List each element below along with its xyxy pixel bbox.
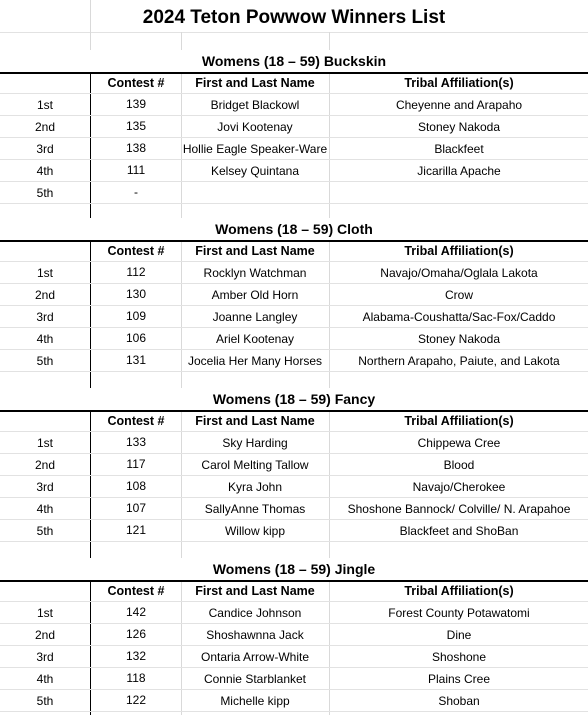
contest-cell: 139 (125, 97, 147, 111)
name-cell: Candice Johnson (208, 606, 302, 620)
gridline (0, 453, 588, 454)
name-cell: Jocelia Her Many Horses (187, 354, 323, 368)
gridline (0, 519, 588, 520)
contest-cell: 142 (125, 605, 147, 619)
tribe-cell: Navajo/Omaha/Oglala Lakota (380, 266, 538, 280)
section-border (0, 240, 588, 242)
header-tribe: Tribal Affiliation(s) (404, 584, 514, 598)
tribe-cell: Shoshone (431, 650, 487, 664)
contest-cell: 108 (125, 479, 147, 493)
contest-cell: 132 (125, 649, 147, 663)
header-contest: Contest # (107, 76, 165, 90)
place-cell: 3rd (36, 310, 54, 324)
place-cell: 4th (36, 164, 54, 178)
gridline (0, 371, 588, 372)
gridline (0, 623, 588, 624)
place-cell: 1st (36, 436, 53, 450)
tribe-cell: Stoney Nakoda (417, 120, 501, 134)
gridline (0, 541, 588, 542)
gridline (0, 305, 588, 306)
tribe-cell: Alabama-Coushatta/Sac-Fox/Caddo (362, 310, 556, 324)
tribe-cell: Cheyenne and Arapaho (395, 98, 523, 112)
gridline (0, 689, 588, 690)
header-name: First and Last Name (195, 244, 315, 258)
contest-cell: 106 (125, 331, 147, 345)
place-cell: 2nd (34, 458, 56, 472)
place-cell: 5th (36, 354, 54, 368)
gridline (0, 203, 588, 204)
gridline (0, 327, 588, 328)
gridline (0, 667, 588, 668)
section-border (0, 580, 588, 582)
gridline (0, 497, 588, 498)
tribe-cell: Navajo/Cherokee (412, 480, 506, 494)
name-cell: Amber Old Horn (211, 288, 299, 302)
contest-cell: 112 (126, 265, 146, 279)
tribe-cell: Plains Cree (427, 672, 491, 686)
gridline (0, 115, 588, 116)
section-border (0, 72, 588, 74)
name-cell: Joanne Langley (212, 310, 298, 324)
name-cell: Rocklyn Watchman (203, 266, 307, 280)
place-cell: 4th (36, 672, 54, 686)
tribe-cell: Dine (446, 628, 472, 642)
tribe-cell: Jicarilla Apache (417, 164, 501, 178)
contest-cell: 122 (125, 693, 147, 707)
place-cell: 3rd (36, 480, 54, 494)
place-cell: 5th (36, 524, 54, 538)
gridline (0, 645, 588, 646)
header-name: First and Last Name (195, 414, 315, 428)
contest-cell: 107 (125, 501, 147, 515)
gridline (0, 159, 588, 160)
header-name: First and Last Name (195, 76, 315, 90)
place-cell: 5th (36, 694, 54, 708)
name-cell: Michelle kipp (220, 694, 290, 708)
section-title-cloth: Womens (18 – 59) Cloth (215, 221, 373, 237)
name-cell: Carol Melting Tallow (201, 458, 309, 472)
contest-cell: 131 (125, 353, 147, 367)
name-cell: Jovi Kootenay (217, 120, 293, 134)
section-title-buckskin: Womens (18 – 59) Buckskin (201, 53, 387, 69)
place-cell: 1st (36, 606, 53, 620)
name-cell: Ontaria Arrow-White (200, 650, 310, 664)
contest-cell: 133 (125, 435, 147, 449)
name-cell: Bridget Blackowl (210, 98, 300, 112)
gridline (0, 181, 588, 182)
gridline (0, 349, 588, 350)
header-contest: Contest # (107, 414, 165, 428)
gridline (0, 475, 588, 476)
name-cell: SallyAnne Thomas (204, 502, 306, 516)
tribe-cell: Chippewa Cree (417, 436, 501, 450)
header-name: First and Last Name (195, 584, 315, 598)
gridline (0, 283, 588, 284)
gridline (0, 93, 588, 94)
contest-cell: 117 (126, 457, 146, 471)
contest-cell: 111 (126, 163, 146, 177)
contest-cell: 138 (125, 141, 147, 155)
header-contest: Contest # (107, 244, 165, 258)
gridline (0, 137, 588, 138)
page-title: 2024 Teton Powwow Winners List (142, 7, 446, 28)
place-cell: 2nd (34, 628, 56, 642)
place-cell: 3rd (36, 142, 54, 156)
gridline (0, 431, 588, 432)
contest-cell: 126 (125, 627, 147, 641)
contest-cell: 130 (125, 287, 147, 301)
gridline (0, 261, 588, 262)
header-tribe: Tribal Affiliation(s) (404, 414, 514, 428)
tribe-cell: Shoshone Bannock/ Colville/ N. Arapahoe (347, 502, 571, 516)
tribe-cell: Blackfeet (434, 142, 484, 156)
gridline (181, 32, 182, 50)
name-cell: Shoshawnna Jack (206, 628, 304, 642)
contest-cell: 121 (125, 523, 147, 537)
gridline (0, 32, 588, 33)
place-cell: 4th (36, 332, 54, 346)
place-cell: 2nd (34, 288, 56, 302)
place-cell: 1st (36, 266, 53, 280)
contest-cell: 135 (125, 119, 147, 133)
tribe-cell: Blood (443, 458, 475, 472)
name-cell: Kelsey Quintana (210, 164, 300, 178)
section-title-jingle: Womens (18 – 59) Jingle (212, 561, 376, 577)
place-cell: 3rd (36, 650, 54, 664)
place-cell: 4th (36, 502, 54, 516)
tribe-cell: Shoban (438, 694, 480, 708)
place-cell: 2nd (34, 120, 56, 134)
tribe-cell: Crow (444, 288, 473, 302)
section-border (0, 410, 588, 412)
name-cell: Kyra John (227, 480, 283, 494)
section-title-fancy: Womens (18 – 59) Fancy (212, 391, 376, 407)
contest-cell: - (134, 185, 138, 199)
contest-cell: 118 (126, 671, 146, 685)
tribe-cell: Blackfeet and ShoBan (399, 524, 519, 538)
name-cell: Connie Starblanket (203, 672, 307, 686)
gridline (0, 711, 588, 712)
place-cell: 5th (36, 186, 54, 200)
tribe-cell: Northern Arapaho, Paiute, and Lakota (358, 354, 560, 368)
header-tribe: Tribal Affiliation(s) (404, 244, 514, 258)
contest-cell: 109 (125, 309, 147, 323)
name-cell: Hollie Eagle Speaker-Ware (182, 142, 328, 156)
header-contest: Contest # (107, 584, 165, 598)
gridline (329, 32, 330, 50)
place-cell: 1st (36, 98, 53, 112)
header-tribe: Tribal Affiliation(s) (404, 76, 514, 90)
gridline (0, 601, 588, 602)
tribe-cell: Forest County Potawatomi (388, 606, 530, 620)
name-cell: Ariel Kootenay (215, 332, 295, 346)
name-cell: Willow kipp (224, 524, 285, 538)
tribe-cell: Stoney Nakoda (417, 332, 501, 346)
name-cell: Sky Harding (222, 436, 288, 450)
